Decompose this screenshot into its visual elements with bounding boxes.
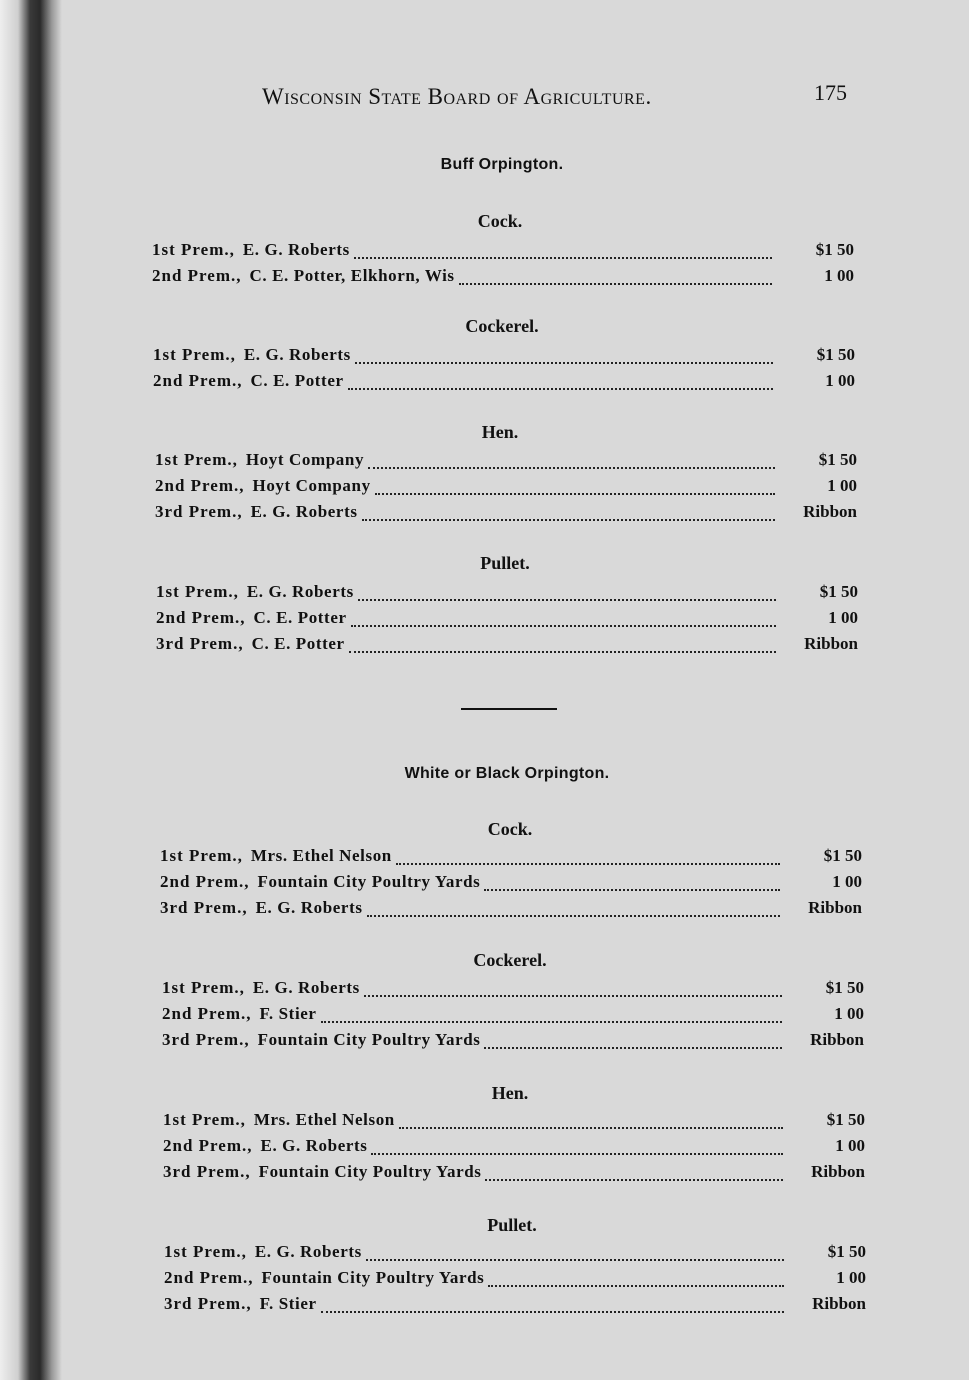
- winner-name: Fountain City Poultry Yards: [257, 1030, 481, 1049]
- winner-name: Mrs. Ethel Nelson: [253, 1110, 395, 1129]
- dot-leader: [488, 1285, 784, 1287]
- dot-leader: [349, 651, 776, 653]
- winner-name: Mrs. Ethel Nelson: [250, 846, 392, 865]
- class-heading: Cock.: [477, 211, 523, 231]
- winner-name: Hoyt Company: [245, 450, 365, 469]
- premium-place: 1st Prem.,: [152, 240, 235, 259]
- premium-row: [156, 634, 858, 660]
- premium-row: [155, 450, 857, 476]
- class-heading: Cockerel.: [473, 950, 547, 970]
- dot-leader: [484, 1047, 782, 1049]
- award-amount: 1 00: [835, 1136, 865, 1155]
- premium-place: 1st Prem.,: [163, 1110, 246, 1129]
- award-amount: 1 00: [825, 371, 855, 390]
- premium-row: [160, 872, 862, 898]
- premium-place: 3rd Prem.,: [156, 634, 244, 653]
- premium-place: 3rd Prem.,: [163, 1162, 251, 1181]
- winner-name: C. E. Potter: [253, 608, 347, 627]
- premium-place: 3rd Prem.,: [164, 1294, 252, 1313]
- award-amount: $1 50: [816, 345, 855, 364]
- premium-place: 2nd Prem.,: [155, 476, 245, 495]
- winner-name: E. G. Roberts: [246, 582, 354, 601]
- dot-leader: [484, 889, 780, 891]
- class-heading: Hen.: [491, 1083, 529, 1103]
- winner-name: Fountain City Poultry Yards: [258, 1162, 482, 1181]
- premium-row: [163, 1136, 865, 1162]
- winner-name: Hoyt Company: [252, 476, 371, 495]
- winner-name: C. E. Potter, Elkhorn, Wis: [249, 266, 455, 285]
- premium-row: [156, 582, 858, 608]
- award-amount: 1 00: [824, 266, 854, 285]
- premium-row: [156, 608, 858, 634]
- dot-leader: [367, 915, 780, 917]
- premium-row: [164, 1294, 866, 1320]
- class-heading: Pullet.: [487, 1215, 537, 1235]
- premium-place: 1st Prem.,: [160, 846, 243, 865]
- dot-leader: [351, 625, 776, 627]
- award-amount: $1 50: [823, 846, 862, 865]
- breed-heading: Buff Orpington.: [440, 156, 564, 173]
- winner-name: Fountain City Poultry Yards: [261, 1268, 485, 1287]
- dot-leader: [371, 1153, 783, 1155]
- winner-name: C. E. Potter: [250, 371, 344, 390]
- dot-leader: [485, 1179, 783, 1181]
- winner-name: F. Stier: [259, 1294, 317, 1313]
- running-head: [262, 80, 862, 114]
- award-amount: 1 00: [827, 476, 857, 495]
- award-amount: Ribbon: [810, 1030, 864, 1049]
- premium-place: 1st Prem.,: [156, 582, 239, 601]
- winner-name: F. Stier: [259, 1004, 317, 1023]
- award-amount: Ribbon: [808, 898, 862, 917]
- premium-place: 1st Prem.,: [164, 1242, 247, 1261]
- premium-place: 3rd Prem.,: [162, 1030, 250, 1049]
- award-amount: $1 50: [827, 1242, 866, 1261]
- dot-leader: [396, 863, 780, 865]
- breed-heading: White or Black Orpington.: [404, 765, 610, 782]
- dot-leader: [375, 493, 775, 495]
- premium-place: 2nd Prem.,: [162, 1004, 252, 1023]
- premium-row: [163, 1162, 865, 1188]
- premium-row: [164, 1268, 866, 1294]
- dot-leader: [355, 362, 773, 364]
- winner-name: E. G. Roberts: [252, 978, 360, 997]
- winner-name: E. G. Roberts: [254, 1242, 362, 1261]
- award-amount: $1 50: [826, 1110, 865, 1129]
- premium-row: [162, 1030, 864, 1056]
- premium-row: [162, 978, 864, 1004]
- award-amount: $1 50: [815, 240, 854, 259]
- premium-row: [153, 345, 855, 371]
- award-amount: Ribbon: [812, 1294, 866, 1313]
- award-amount: 1 00: [832, 872, 862, 891]
- winner-name: Fountain City Poultry Yards: [257, 872, 481, 891]
- premium-place: 2nd Prem.,: [163, 1136, 253, 1155]
- dot-leader: [348, 388, 773, 390]
- premium-place: 1st Prem.,: [153, 345, 236, 364]
- premium-place: 2nd Prem.,: [152, 266, 242, 285]
- winner-name: E. G. Roberts: [242, 240, 350, 259]
- dot-leader: [368, 467, 775, 469]
- winner-name: E. G. Roberts: [250, 502, 358, 521]
- premium-place: 1st Prem.,: [162, 978, 245, 997]
- premium-row: [152, 240, 854, 266]
- page-number: 175: [814, 80, 847, 105]
- premium-place: 2nd Prem.,: [156, 608, 246, 627]
- premium-row: [160, 898, 862, 924]
- dot-leader: [399, 1127, 783, 1129]
- dot-leader: [321, 1311, 784, 1313]
- premium-place: 2nd Prem.,: [160, 872, 250, 891]
- award-amount: Ribbon: [803, 502, 857, 521]
- premium-place: 1st Prem.,: [155, 450, 238, 469]
- class-heading: Cockerel.: [465, 316, 539, 336]
- premium-place: 3rd Prem.,: [155, 502, 243, 521]
- dot-leader: [364, 995, 782, 997]
- award-amount: 1 00: [834, 1004, 864, 1023]
- running-head-title: Wisconsin State Board of Agriculture.: [262, 84, 652, 109]
- book-binding-gutter: [0, 0, 62, 1380]
- premium-place: 2nd Prem.,: [153, 371, 243, 390]
- premium-row: [164, 1242, 866, 1268]
- premium-row: [152, 266, 854, 292]
- winner-name: C. E. Potter: [251, 634, 345, 653]
- award-amount: Ribbon: [804, 634, 858, 653]
- premium-place: 2nd Prem.,: [164, 1268, 254, 1287]
- dot-leader: [358, 599, 776, 601]
- winner-name: E. G. Roberts: [243, 345, 351, 364]
- class-heading: Hen.: [481, 422, 519, 442]
- award-amount: 1 00: [836, 1268, 866, 1287]
- award-amount: $1 50: [819, 582, 858, 601]
- award-amount: $1 50: [818, 450, 857, 469]
- premium-row: [155, 502, 857, 528]
- class-heading: Cock.: [487, 819, 533, 839]
- dot-leader: [321, 1021, 782, 1023]
- premium-row: [153, 371, 855, 397]
- winner-name: E. G. Roberts: [260, 1136, 368, 1155]
- premium-row: [162, 1004, 864, 1030]
- dot-leader: [366, 1259, 784, 1261]
- winner-name: E. G. Roberts: [255, 898, 363, 917]
- award-amount: Ribbon: [811, 1162, 865, 1181]
- premium-row: [160, 846, 862, 872]
- section-divider: [461, 708, 557, 710]
- award-amount: 1 00: [828, 608, 858, 627]
- premium-row: [163, 1110, 865, 1136]
- class-heading: Pullet.: [480, 553, 530, 573]
- dot-leader: [362, 519, 775, 521]
- award-amount: $1 50: [825, 978, 864, 997]
- dot-leader: [354, 257, 772, 259]
- premium-row: [155, 476, 857, 502]
- dot-leader: [459, 283, 772, 285]
- premium-place: 3rd Prem.,: [160, 898, 248, 917]
